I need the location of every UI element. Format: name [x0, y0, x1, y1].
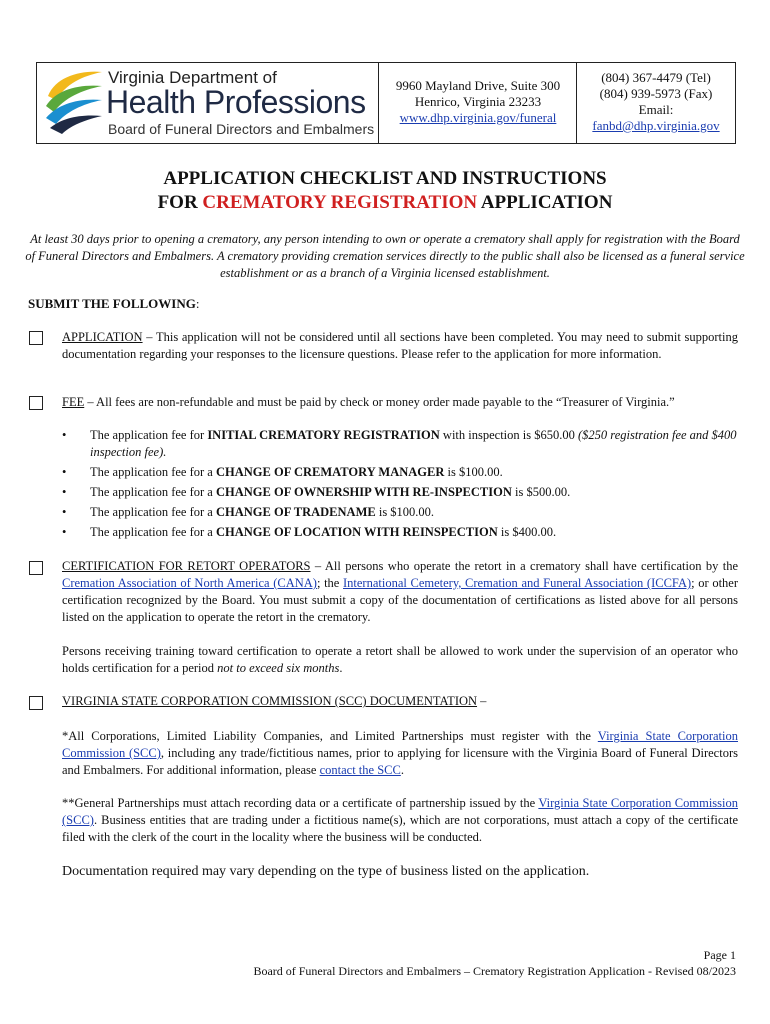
- fee-breakdown: ($250 registration fee and $400 inspection fee).: [90, 428, 737, 459]
- submit-heading: [28, 296, 199, 312]
- title-prefix: FOR: [157, 192, 198, 213]
- title-suffix: APPLICATION: [480, 192, 613, 213]
- scc-text: **General Partnerships must attach recording data or a certificate of partnership issued by the: [62, 796, 539, 810]
- fee-type: CHANGE OF LOCATION WITH REINSPECTION: [215, 525, 498, 539]
- fee-text: – All fees are non-refundable and must be paid by check or money order made payable to the “Treasurer of Virginia.”: [84, 395, 675, 409]
- fee-amount: is $500.00.: [511, 485, 571, 499]
- intro-paragraph: At least 30 days prior to opening a crematory, any person intending to own or operate a crematory shall apply for registration with the Board of Funeral Directors and Embalmers. A crematory providing cremation services directly to the public shall also be licensed as a funeral service establishment or as a branch of a Virginia licensed establishment.: [25, 232, 745, 280]
- certification-text: ; or other certification recognized by the Board. You must submit a copy of the documentation of certifications as listed above for all persons listed on the application to operate the retort in the crematory.: [62, 576, 739, 624]
- contact-scc-link[interactable]: contact the SCC: [319, 763, 401, 777]
- fee-list-item: [60, 504, 740, 521]
- bullet-icon: •: [62, 428, 67, 442]
- fee-label: FEE: [62, 395, 85, 409]
- scc-item: [62, 693, 738, 710]
- submit-heading-text: SUBMIT THE FOLLOWING: [28, 296, 196, 311]
- certification-text: ; the: [316, 576, 343, 590]
- cana-link[interactable]: Cremation Association of North America (CANA): [62, 576, 317, 590]
- submit-heading-colon: :: [195, 296, 200, 311]
- page-number: Page 1: [703, 948, 736, 962]
- address-street: 9960 Mayland Drive, Suite 300: [395, 78, 561, 93]
- certification-training-note: [62, 643, 738, 677]
- fee-list-item: [60, 464, 740, 481]
- scc-text: , including any trade/fictitious names, prior to applying for licensure with the Virginia Board of Funeral Directors and Embalmers. For additional information, please: [62, 746, 738, 777]
- certification-text: – All persons who operate the retort in a crematory shall have certification by the: [310, 559, 738, 573]
- application-label: APPLICATION: [62, 330, 143, 344]
- footer-text: Board of Funeral Directors and Embalmers – Crematory Registration Application - Revised 08/2023: [253, 964, 736, 978]
- website-link[interactable]: www.dhp.virginia.gov/funeral: [399, 110, 557, 125]
- fee-text-pre: The application fee for a: [90, 485, 216, 499]
- training-period: not to exceed six months: [217, 661, 340, 675]
- fee-text-pre: The application fee for a: [90, 525, 216, 539]
- fee-list: [60, 427, 740, 544]
- training-text: Persons receiving training toward certification to operate a retort shall be allowed to work under the supervision of an operator who holds certification for a period: [62, 644, 738, 675]
- certification-label: CERTIFICATION FOR RETORT OPERATORS: [62, 559, 311, 573]
- email-label: Email:: [638, 102, 674, 117]
- fee-type: CHANGE OF TRADENAME: [215, 505, 376, 519]
- scc-text: . Business entities that are trading under a fictitious name(s), which are not corporations, must attach a copy of the certificate filed with the clerk of the court in the locality where the business will be conducted.: [62, 813, 738, 844]
- bullet-icon: •: [62, 505, 67, 519]
- fee-type: CHANGE OF OWNERSHIP WITH RE-INSPECTION: [215, 485, 512, 499]
- certification-checkbox[interactable]: [29, 561, 43, 575]
- scc-link[interactable]: Virginia State Corporation Commission (SCC): [62, 729, 738, 760]
- scc-text: .: [400, 763, 404, 777]
- fee-amount: is $400.00.: [497, 525, 557, 539]
- header-divider: [378, 62, 379, 144]
- fee-list-item: [60, 427, 740, 461]
- fee-text-pre: The application fee for a: [90, 465, 216, 479]
- application-item: [62, 329, 738, 363]
- header-divider: [576, 62, 577, 144]
- fee-list-item: [60, 484, 740, 501]
- page-title-line1: APPLICATION CHECKLIST AND INSTRUCTIONS: [163, 168, 607, 189]
- training-end: .: [339, 661, 343, 675]
- address-city: Henrico, Virginia 23233: [414, 94, 542, 109]
- board-address: [380, 78, 576, 126]
- bullet-icon: •: [62, 525, 67, 539]
- board-contact: [578, 70, 734, 134]
- scc-partnerships-note: [62, 795, 738, 846]
- logo-text-line3: Board of Funeral Directors and Embalmers: [108, 121, 375, 137]
- scc-checkbox[interactable]: [29, 696, 43, 710]
- fee-amount: is $100.00.: [444, 465, 503, 479]
- bullet-icon: •: [62, 485, 67, 499]
- dhp-logo-icon: [42, 66, 106, 136]
- bullet-icon: •: [62, 465, 67, 479]
- scc-link[interactable]: Virginia State Corporation Commission (SCC): [62, 796, 738, 827]
- scc-text: *All Corporations, Limited Liability Companies, and Limited Partnerships must register with the: [62, 729, 598, 743]
- application-text: – This application will not be considered until all sections have been completed. You may need to submit supporting documentation regarding your responses to the licensure questions. Please refer to the application for more information.: [62, 330, 738, 361]
- logo-text-line1: Virginia Department of: [108, 68, 277, 87]
- email-link[interactable]: fanbd@dhp.virginia.gov: [592, 118, 720, 133]
- fee-type: INITIAL CREMATORY REGISTRATION: [207, 428, 440, 442]
- scc-dash: –: [477, 694, 487, 708]
- fee-text-pre: The application fee for: [90, 428, 208, 442]
- title-highlight: CREMATORY REGISTRATION: [202, 192, 478, 213]
- fee-item: [62, 394, 738, 411]
- fee-amount: with inspection is $650.00: [439, 428, 578, 442]
- page-title-line2: [0, 192, 770, 214]
- application-checkbox[interactable]: [29, 331, 43, 345]
- phone-tel: (804) 367-4479 (Tel): [601, 70, 711, 85]
- fee-checkbox[interactable]: [29, 396, 43, 410]
- fee-text-pre: The application fee for a: [90, 505, 216, 519]
- iccfa-link[interactable]: International Cemetery, Cremation and Funeral Association (ICCFA): [343, 576, 692, 590]
- fee-amount: is $100.00.: [375, 505, 435, 519]
- fee-list-item: [60, 524, 740, 541]
- documentation-note: Documentation required may vary depending on the type of business listed on the application.: [62, 864, 590, 879]
- scc-corporations-note: [62, 728, 738, 779]
- phone-fax: (804) 939-5973 (Fax): [599, 86, 713, 101]
- certification-item: [62, 558, 738, 626]
- logo-text-line2: Health Professions: [106, 84, 366, 120]
- fee-type: CHANGE OF CREMATORY MANAGER: [215, 465, 445, 479]
- scc-label: VIRGINIA STATE CORPORATION COMMISSION (SCC) DOCUMENTATION: [62, 694, 478, 708]
